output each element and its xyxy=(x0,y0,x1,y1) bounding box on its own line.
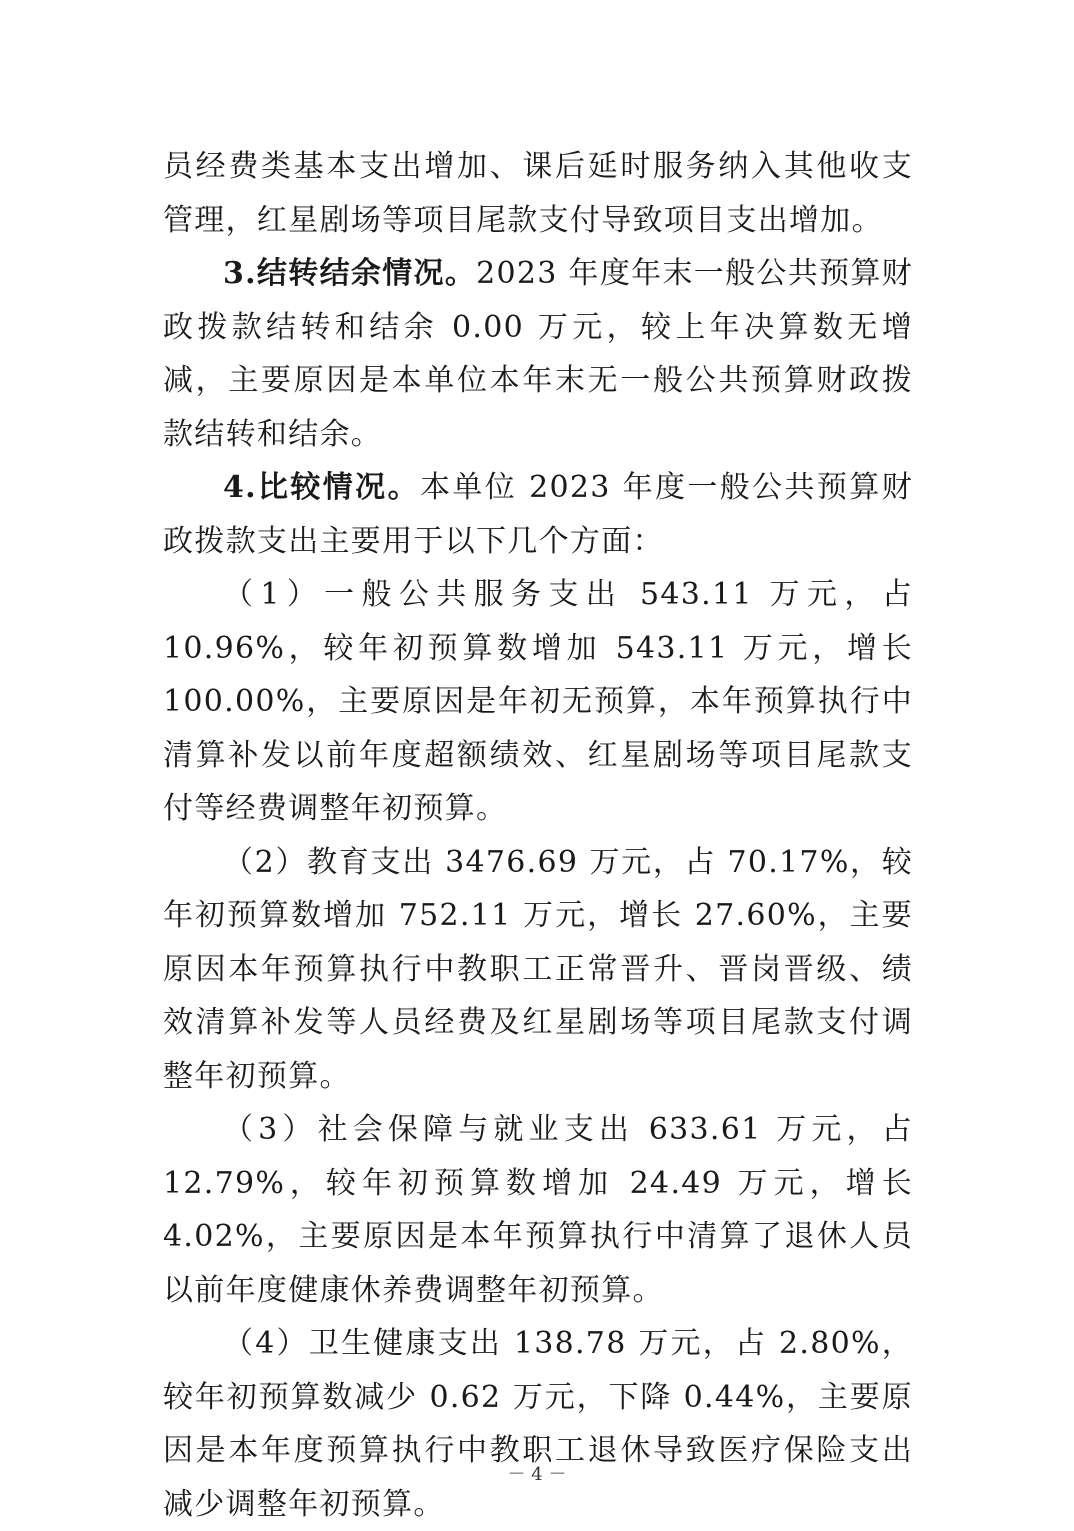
paragraph-text: 本单位 2023 年度一般公共预算财政拨款支出主要用于以下几个方面： xyxy=(163,470,914,559)
paragraph-item-1 xyxy=(163,568,913,836)
page-number: － 4 － xyxy=(507,1464,567,1485)
paragraph-carryover xyxy=(163,247,913,461)
paragraph-continuation xyxy=(163,140,913,247)
paragraph-item-4 xyxy=(163,1317,913,1531)
paragraph-text: 员经费类基本支出增加、课后延时服务纳入其他收支管理，红星剧场等项目尾款支付导致项目支出增加。 xyxy=(163,149,913,238)
paragraph-text: （3）社会保障与就业支出 633.61 万元，占 12.79%，较年初预算数增加 24.49 万元，增长 4.02%，主要原因是本年预算执行中清算了退休人员以前年度健康休养费调整年初预算。 xyxy=(163,1112,913,1308)
paragraph-item-2 xyxy=(163,836,913,1104)
paragraph-item-3 xyxy=(163,1103,913,1317)
paragraph-text: （2）教育支出 3476.69 万元，占 70.17%，较年初预算数增加 752.11 万元，增长 27.60%，主要原因本年预算执行中教职工正常晋升、晋岗晋级、绩效清算补发等人员经费及红星剧场等项目尾款支付调整年初预算。 xyxy=(163,844,913,1094)
section-heading: 3.结转结余情况。 xyxy=(223,256,477,291)
paragraph-text: （4）卫生健康支出 138.78 万元，占 2.80%，较年初预算数减少 0.62 万元，下降 0.44%，主要原因是本年度预算执行中教职工退休导致医疗保险支出减少调整年初预算。 xyxy=(163,1326,913,1522)
paragraph-comparison xyxy=(163,461,913,568)
body-text xyxy=(163,140,913,1531)
paragraph-text: （1）一般公共服务支出 543.11 万元，占 10.96%，较年初预算数增加 543.11 万元，增长 100.00%，主要原因是年初无预算，本年预算执行中清算补发以前年度超额绩效、红星剧场等项目尾款支付等经费调整年初预算。 xyxy=(163,577,913,826)
paragraph-text: 2023 年度年末一般公共预算财政拨款结转和结余 0.00 万元，较上年决算数无增减，主要原因是本单位本年末无一般公共预算财政拨款结转和结余。 xyxy=(163,256,913,452)
section-heading: 4.比较情况。 xyxy=(223,470,420,505)
